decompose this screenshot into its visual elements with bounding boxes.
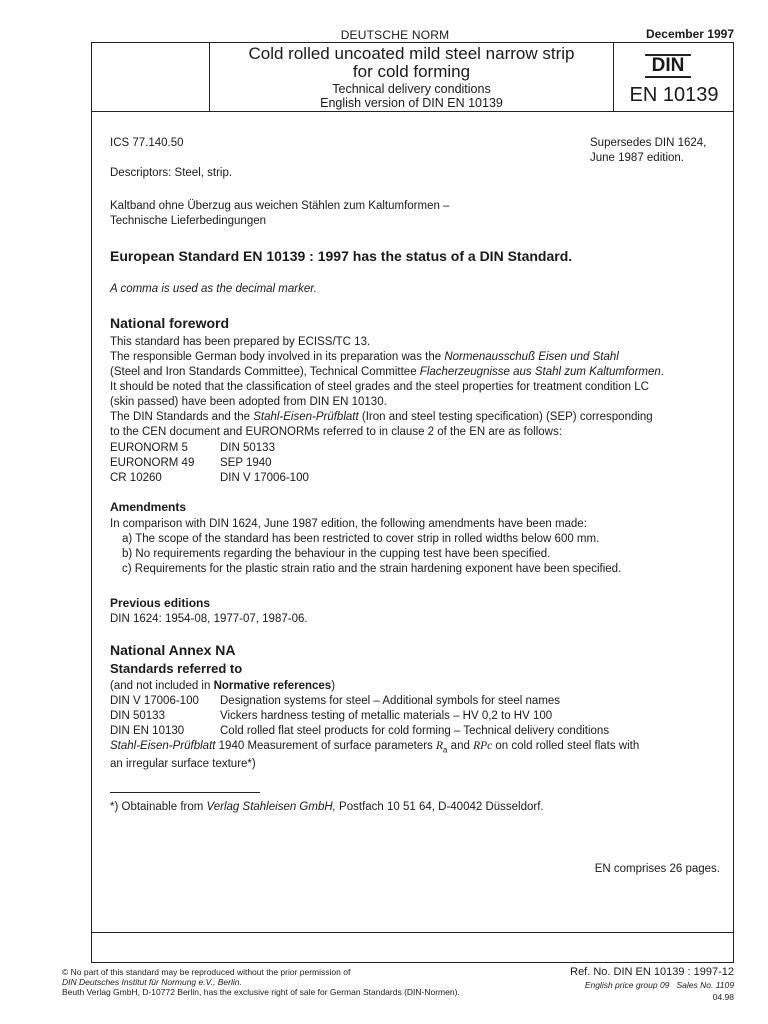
annex-sep-desc: 1940 Measurement of surface parameters <box>215 740 436 752</box>
supersedes-line-1: Supersedes DIN 1624, <box>590 137 707 149</box>
foreword-p2 <box>110 350 730 365</box>
previous-editions-text: DIN 1624: 1954-08, 1977-07, 1987-06. <box>110 613 308 625</box>
annex-sep-name: Stahl-Eisen-Prüfblatt <box>110 740 216 752</box>
supersedes-line-2: June 1987 edition. <box>590 152 684 164</box>
annex-note-a: (and not included in <box>110 680 214 692</box>
annex-sep-and: and <box>447 740 474 752</box>
foreword-p2-text-c: (Steel and Iron Standards Committee), Technical Committee <box>110 366 420 378</box>
annex-sep-ra: R <box>436 740 444 752</box>
german-title-line-1: Kaltband ohne Überzug aus weichen Stählen zum Kaltumformen – <box>110 200 450 212</box>
footnote-address: Postfach 10 51 64, D-40042 Düsseldorf. <box>335 801 544 813</box>
annex-ref: DIN V 17006-100 <box>110 695 199 707</box>
annex-sep-rpc: RPc <box>473 740 493 752</box>
reference-din: DIN 50133 <box>220 442 275 454</box>
annex-row <box>110 709 730 724</box>
subtitle-line-1: Technical delivery conditions <box>332 82 491 96</box>
annex-sep-line2: an irregular surface texture*) <box>110 758 256 771</box>
amendment-item: c) Requirements for the plastic strain ratio and the strain hardening exponent have been specified. <box>122 563 622 575</box>
status-statement: European Standard EN 10139 : 1997 has the status of a DIN Standard. <box>110 248 573 264</box>
foreword-p4-text-c: (Iron and steel testing specification) (SEP) corresponding <box>358 411 653 423</box>
subtitle-line-2: English version of DIN EN 10139 <box>320 96 503 110</box>
reference-number: Ref. No. DIN EN 10139 : 1997-12 <box>570 966 734 978</box>
amendments-list <box>110 532 730 577</box>
copyright-notice <box>62 967 522 997</box>
foreword-p3-line2: (skin passed) have been adopted from DIN EN 10130. <box>110 396 387 408</box>
reference-din: DIN V 17006-100 <box>220 472 309 484</box>
reference-row <box>110 471 730 486</box>
national-foreword-heading: National foreword <box>110 315 230 331</box>
annex-desc: Designation systems for steel – Additional symbols for steel names <box>220 695 561 707</box>
document-type-label: DEUTSCHE NORM <box>340 28 450 42</box>
annex-row <box>110 694 730 709</box>
annex-sep-ra-sub: a <box>443 745 448 755</box>
sales-number: Sales No. 1109 <box>676 980 734 990</box>
reference-row <box>110 456 730 471</box>
footer-divider <box>91 932 734 933</box>
ics-code: ICS 77.140.50 <box>110 137 184 149</box>
footnote-publisher: Verlag Stahleisen GmbH, <box>206 801 336 813</box>
footnote-text-a: *) Obtainable from <box>110 801 207 813</box>
reference-din: SEP 1940 <box>220 457 272 469</box>
print-code: 04.98 <box>712 992 734 1002</box>
amendment-item: b) No requirements regarding the behaviour in the cupping test have been specified. <box>122 548 551 560</box>
title-line-1: Cold rolled uncoated mild steel narrow strip <box>248 44 575 63</box>
annex-note <box>110 679 730 694</box>
annex-desc: Vickers hardness testing of metallic materials – HV 0,2 to HV 100 <box>220 710 553 722</box>
annex-ref: DIN 50133 <box>110 710 165 722</box>
reference-row <box>110 441 730 456</box>
german-title <box>110 199 530 229</box>
decimal-marker-note: A comma is used as the decimal marker. <box>110 283 317 295</box>
foreword-p4-line2: to the CEN document and EURONORMs referred to in clause 2 of the EN are as follows: <box>110 426 562 438</box>
german-title-line-2: Technische Lieferbedingungen <box>110 215 267 227</box>
foreword-p2-committee: Normenausschuß Eisen und Stahl <box>444 351 619 363</box>
foreword-p4-sep: Stahl-Eisen-Prüfblatt <box>253 411 359 423</box>
footnote <box>110 800 544 815</box>
annex-ref: DIN EN 10130 <box>110 725 185 737</box>
reference-euronorm: EURONORM 49 <box>110 457 195 469</box>
title-line-2: for cold forming <box>352 62 471 81</box>
copyright-line-3: Beuth Verlag GmbH, D-10772 Berlin, has the exclusive right of sale for German Standards (DIN-Normen). <box>62 987 460 997</box>
foreword-p2-line2 <box>110 365 730 380</box>
reference-table <box>110 441 730 486</box>
annex-sep-tail: on cold rolled steel flats with <box>492 740 640 752</box>
foreword-p2-text-a: The responsible German body involved in its preparation was the <box>110 351 445 363</box>
amendments-heading: Amendments <box>110 500 187 514</box>
descriptors: Descriptors: Steel, strip. <box>110 167 233 179</box>
price-group: English price group 09 <box>584 980 670 990</box>
reference-euronorm: CR 10260 <box>110 472 162 484</box>
annex-row <box>110 724 730 739</box>
document-title <box>210 45 613 81</box>
supersedes-note <box>590 136 730 166</box>
foreword-p4-text-a: The DIN Standards and the <box>110 411 254 423</box>
foreword-p3-line1: It should be noted that the classification of steel grades and the steel properties for treatment condition LC <box>110 381 649 393</box>
copyright-line-1: © No part of this standard may be reproduced without the prior permission of <box>62 967 351 977</box>
standard-number: EN 10139 <box>629 84 719 106</box>
foreword-p2-tc: Flacherzeugnisse aus Stahl zum Kaltumformen <box>419 366 661 378</box>
document-subtitle <box>210 82 613 110</box>
amendment-item: a) The scope of the standard has been restricted to cover strip in rolled widths below 600 mm. <box>122 533 600 545</box>
amendments-body <box>110 517 730 577</box>
copyright-line-2: DIN Deutsches Institut für Normung e.V., Berlin. <box>62 977 242 987</box>
din-logo: DIN <box>645 54 691 78</box>
previous-editions-heading: Previous editions <box>110 596 211 610</box>
amendments-intro: In comparison with DIN 1624, June 1987 edition, the following amendments have been made: <box>110 518 587 530</box>
reference-euronorm: EURONORM 5 <box>110 442 188 454</box>
foreword-p2-end: . <box>660 366 664 378</box>
foreword-p1: This standard has been prepared by ECISS/TC 13. <box>110 336 371 348</box>
standards-referred-heading: Standards referred to <box>110 661 243 676</box>
footnote-divider <box>110 792 260 793</box>
annex-body <box>110 679 730 772</box>
page-count: EN comprises 26 pages. <box>594 863 720 875</box>
publication-date: December 1997 <box>645 27 734 41</box>
national-annex-heading: National Annex NA <box>110 642 236 658</box>
annex-note-c: ) <box>331 680 336 692</box>
annex-sep-row <box>110 739 730 757</box>
national-foreword-body <box>110 335 730 486</box>
annex-desc: Cold rolled flat steel products for cold forming – Technical delivery conditions <box>220 725 610 737</box>
annex-note-normative: Normative references <box>213 680 332 692</box>
price-sales <box>500 980 734 990</box>
foreword-p4 <box>110 410 730 425</box>
